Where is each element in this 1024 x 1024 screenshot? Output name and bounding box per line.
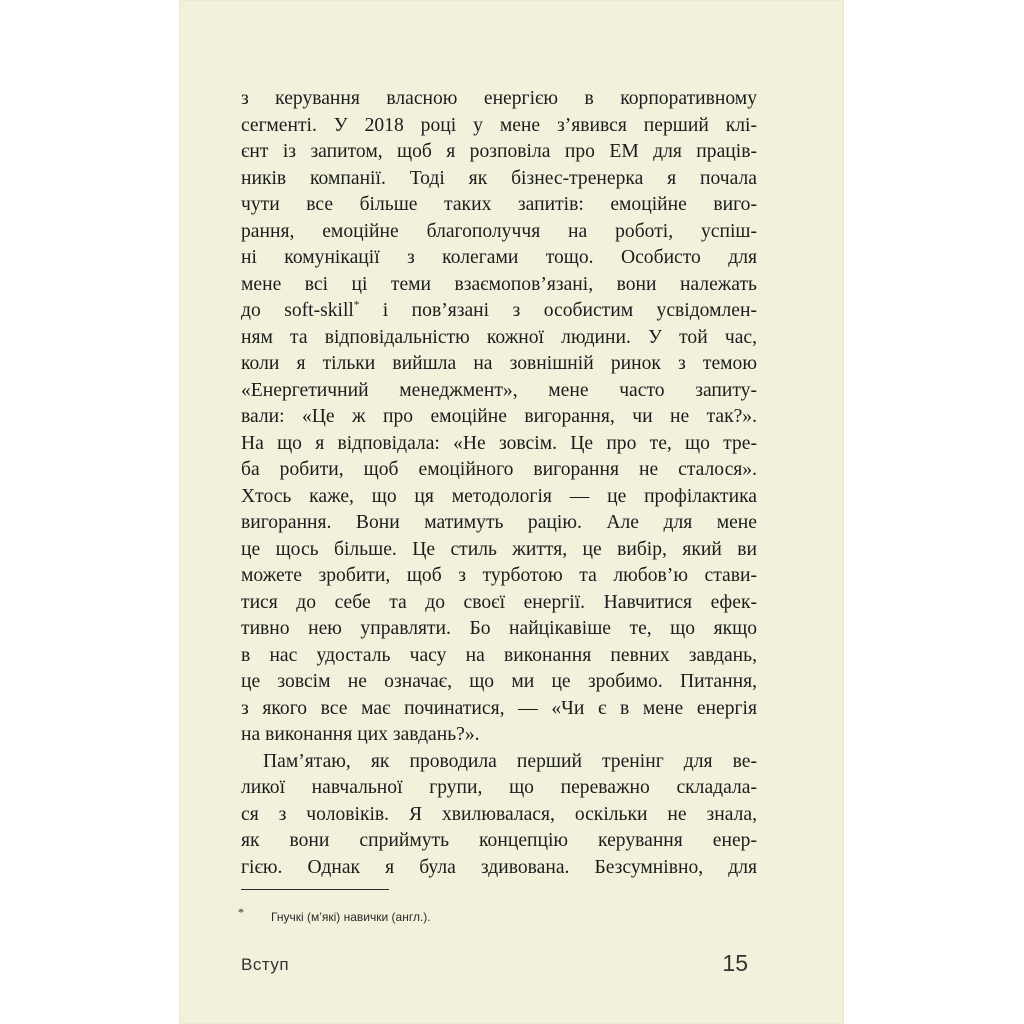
book-page	[179, 0, 844, 1024]
text-line: чути все більше таких запитів: емоційне виго-	[241, 194, 757, 215]
footnote-reference: *	[353, 299, 360, 311]
text-line: коли я тільки вийшла на зовнішній ринок з темою	[241, 353, 757, 374]
text-line: тися до себе та до своєї енергії. Навчитися ефек-	[241, 591, 757, 613]
text-line: тивно нею управляти. Бо найцікавіше те, що якщо	[241, 618, 757, 639]
text-line: мене всі ці теми взаємопов’язані, вони належать	[241, 273, 757, 295]
text-line: це щось більше. Це стиль життя, це вибір, який ви	[241, 538, 757, 560]
paragraph-first-line: Пам’ятаю, як проводила перший тренінг для ве-	[263, 750, 757, 772]
text-line-with-footnote	[241, 298, 757, 325]
text-segment: і пов’язані з особистим усвідомлен-	[359, 300, 757, 321]
text-line: з керування власною енергією в корпоративному	[241, 88, 757, 109]
text-line: ба робити, щоб емоційного вигорання не сталося».	[241, 459, 757, 480]
footnote-marker: *	[238, 905, 244, 919]
text-line: ликої навчальної групи, що переважно складала-	[241, 777, 757, 798]
text-line: Хтось каже, що ця методологія — це профілактика	[241, 485, 757, 507]
text-segment: до soft-skill	[241, 300, 354, 321]
text-line: ників компанії. Тоді як бізнес-тренерка я почала	[241, 167, 757, 189]
text-line: з якого все має починатися, — «Чи є в мене енергія	[241, 697, 757, 719]
text-line: рання, емоційне благополуччя на роботі, успіш-	[241, 220, 757, 242]
text-line: як вони сприймуть концепцію керування енер-	[241, 830, 757, 851]
text-line: ся з чоловіків. Я хвилювалася, оскільки не знала,	[241, 803, 757, 825]
text-line: На що я відповідала: «Не зовсім. Це про те, що тре-	[241, 432, 757, 454]
text-line: «Енергетичний менеджмент», мене часто запиту-	[241, 379, 757, 401]
text-line: сегменті. У 2018 році у мене з’явився перший клі-	[241, 114, 757, 136]
footnote-text: Гнучкі (м’які) навички (англ.).	[271, 910, 431, 924]
text-line: гією. Однак я була здивована. Безсумнівно, для	[241, 856, 757, 878]
footnote-divider	[241, 889, 389, 890]
page-number: 15	[722, 950, 748, 976]
text-line: вигорання. Вони матимуть рацію. Але для мене	[241, 512, 757, 533]
text-line: ням та відповідальністю кожної людини. У той час,	[241, 326, 757, 348]
running-head: Вступ	[241, 955, 290, 974]
text-line: на виконання цих завдань?».	[241, 724, 480, 745]
text-line: це зовсім не означає, що ми це зробимо. Питання,	[241, 671, 757, 692]
text-line: ні комунікації з колегами тощо. Особисто для	[241, 247, 757, 268]
text-line: в нас удосталь часу на виконання певних завдань,	[241, 644, 757, 666]
text-line: єнт із запитом, щоб я розповіла про ЕМ для праців-	[241, 141, 757, 162]
text-line: вали: «Це ж про емоційне вигорання, чи не так?».	[241, 406, 757, 427]
text-line: можете зробити, щоб з турботою та любов’ю стави-	[241, 565, 757, 586]
body-text	[241, 86, 757, 881]
